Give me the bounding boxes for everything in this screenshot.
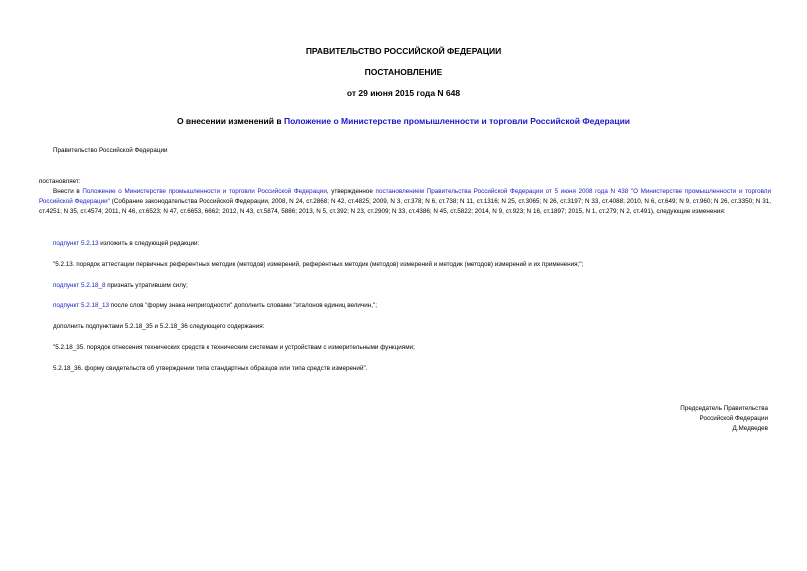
link-decree-438[interactable]: постановлением Правительства Российской Федерации от 5 июня 2008 года N 438 "О Министерстве промышленности и торговли Российской Федерации" <box>39 188 771 205</box>
paragraph-main <box>39 187 771 217</box>
document-title <box>0 116 807 126</box>
item-text: признать утратившим силу; <box>105 282 188 289</box>
paragraph-mid: , утвержденное <box>326 188 376 195</box>
signature-title: Председатель Правительства <box>680 405 768 412</box>
list-item <box>53 301 377 311</box>
link-subpoint-5-2-18-13[interactable]: подпункт 5.2.18_13 <box>53 302 109 309</box>
signature-org: Российской Федерации <box>699 415 768 422</box>
item-text: изложить в следующей редакции: <box>98 240 200 247</box>
item-text: после слов "форму знака непригодности" дополнить словами "эталонов единиц величин,"; <box>108 302 377 309</box>
link-subpoint-5-2-13[interactable]: подпункт 5.2.13 <box>53 240 99 247</box>
link-regulation[interactable]: Положение о Министерстве промышленности и торговли Российской Федерации <box>82 188 327 195</box>
list-item: "5.2.18_35. порядок отнесения технических средств к техническим системам и устройствам с измерительными функциями; <box>53 344 415 351</box>
intro-government: Правительство Российской Федерации <box>53 147 168 154</box>
intro-decrees: постановляет: <box>39 178 81 185</box>
list-item <box>53 281 188 291</box>
title-link-regulation[interactable]: Положение о Министерстве промышленности и торговли Российской Федерации <box>283 116 631 126</box>
list-item <box>53 239 199 249</box>
title-prefix: О внесении изменений в <box>176 116 284 126</box>
paragraph-prefix: Внести в <box>53 188 83 195</box>
list-item: дополнить подпунктами 5.2.18_35 и 5.2.18_36 следующего содержания: <box>53 323 265 330</box>
signature-name: Д.Медведев <box>732 425 768 432</box>
list-item: 5.2.18_36. форму свидетельств об утверждении типа стандартных образцов или типа средств измерений". <box>53 365 368 372</box>
document-type: ПОСТАНОВЛЕНИЕ <box>364 67 443 77</box>
link-subpoint-5-2-18-8[interactable]: подпункт 5.2.18_8 <box>53 282 106 289</box>
list-item: "5.2.13. порядок аттестации первичных референтных методик (методов) измерений, референтных методик (методов) измерений и методик (методов) измерений и их применения;"; <box>53 261 584 268</box>
paragraph-rest: (Собрание законодательства Российской Федерации, 2008, N 24, ст.2868; N 42, ст.4825; 2009, N 3, ст.378; N 6, ст.738; N 11, ст.1316; N 25, ст.3065; N 26, ст.3197; N 33, ст.4088; 2010, N 6, ст.649; N 9, ст.960; N 26, ст.3350; N 31, ст.4251; N 35, ст.4574; 2011, N 46, ст.6523; N 47, ст.6653, 6662; 2012, N 43, ст.5874, 5886; 2013, N 5, ст.392; N 23, ст.2909; N 33, ст.4386; N 45, ст.5822; 2014, N 9, ст.923; N 16, ст.1897; 2015, N 1, ст.279; N 2, ст.491), следующие изменения: <box>39 198 771 215</box>
document-date-number: от 29 июня 2015 года N 648 <box>346 88 461 98</box>
government-heading: ПРАВИТЕЛЬСТВО РОССИЙСКОЙ ФЕДЕРАЦИИ <box>305 46 502 56</box>
